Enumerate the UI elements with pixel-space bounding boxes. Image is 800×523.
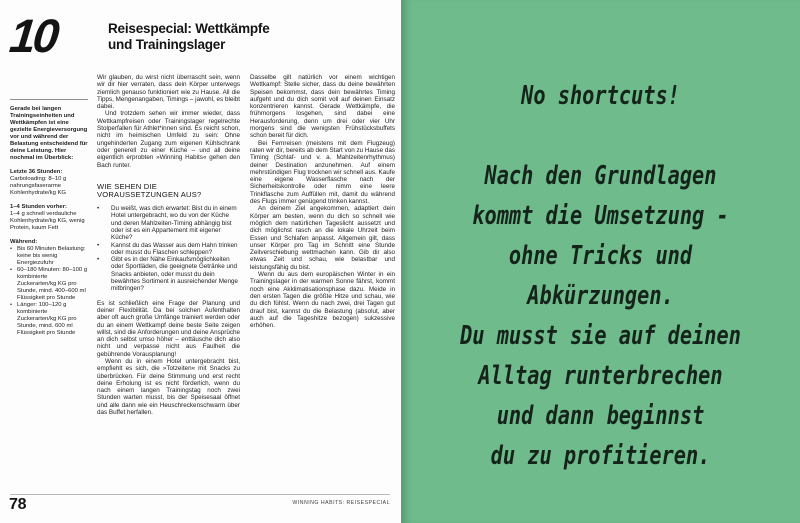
sidebar-bullet: • 60–180 Minuten: 80–100 g kombinierte Zuckerarten/kg KG pro Stunde, mind. 400–600 ml Flüssigkeit pro Stunde <box>10 267 88 302</box>
running-title: WINNING HABITS: REISESPECIAL <box>292 500 390 506</box>
quote-line: Du musst sie auf deinen <box>460 321 741 351</box>
paragraph: An deinem Ziel angekommen, adaptiert dein Körper am besten, wenn du dich so schnell wie möglich dem natürlichen Tageslicht aussetzt und dich möglichst rasch an die lokale Uhrzeit beim Essen und Schlafen anpasst. Allgemein gilt, dass unser Körper pro Tag im Schnitt eine Stunde Zeitverschiebung wettmachen kann. Gib dir also etwas Zeit und schau, wie belastbar und leistungsfähig du bist. <box>250 205 395 271</box>
section-heading-line1: WIE SEHEN DIE <box>97 181 157 191</box>
section-heading <box>97 183 240 200</box>
right-page-green-panel <box>401 0 800 523</box>
sidebar-block1-heading: Letzte 36 Stunden: <box>10 169 63 175</box>
bullet-item: • Gibt es in der Nähe Einkaufsmöglichkeiten oder Sportläden, die geeignete Getränke und Snacks anbieten, oder musst du dein bewährtes Sortiment in ausreichender Menge mitbringen? <box>111 256 240 292</box>
bullet-item: • Kannst du das Wasser aus dem Hahn trinken oder musst du Flaschen schleppen? <box>111 242 240 257</box>
bullet-item: • Du weißt, was dich erwartet: Bist du in einem Hotel untergebracht, wo du von der Küche und deren Mahlzeiten-Timing abhängig bist oder ist es ein Appartement mit eigener Küche? <box>111 205 240 241</box>
page-number: 78 <box>9 496 27 513</box>
sidebar-block1-body: Carboloading: 8–10 g nahrungsfaserarme Kohlenhydrate/kg KG <box>10 176 67 196</box>
quote-line: und dann beginnst <box>496 401 705 431</box>
paragraph: Bei Fernreisen (meistens mit dem Flugzeug) raten wir dir, bereits ab dem Start von zu Hause das Timing (Schlaf- und v. a. Mahlzeitenrhythmus) deiner Destination anzunehmen. Auf einem mehrstündigen Flug trocknen wir schnell aus. Kaufe eine eigene Wasserflasche nach der Sicherheitskontrolle oder nimm eine leere Trinkflasche zum Auffüllen mit, damit du während des Flugs immer genügend trinken kannst. <box>250 139 395 206</box>
sidebar-note <box>10 99 88 337</box>
quote-headline: No shortcuts! <box>521 81 680 111</box>
sidebar-block3-heading: Während: <box>10 239 38 245</box>
body-column-2 <box>250 74 395 329</box>
paragraph: Wenn du aus dem europäischen Winter in ein Trainingslager in der warmen Sonne fährst, kommt noch eine Akklimatisationsphase dazu. Meide in den ersten Tagen die größte Hitze und schau, wie du dich fühlst. Wenn du nach zwei, drei Tagen gut drauf bist, kannst du die Belastung (absolut, aber auch auf die Tageshitze bezogen) sukzessive erhöhen. <box>250 271 395 330</box>
sidebar-block2-heading: 1–4 Stunden vorher: <box>10 204 67 210</box>
quote-line: du zu profitieren. <box>490 441 711 471</box>
quote-line: kommt die Umsetzung - <box>472 201 729 231</box>
quote-line: Alltag runterbrechen <box>478 361 723 391</box>
quote-panel <box>445 76 756 476</box>
paragraph: Es ist schließlich eine Frage der Planung und deiner Flexibilität. Da bei solchen Aufenthalten aber oft auch große Umfänge trainiert werden oder du an einem Wettkampf deine beste Seite zeigen willst, sind die Anforderungen und deine Ansprüche an dich selbst umso höher – enttäusche dich also nicht und verpasse nicht aus Faulheit die gebührende Vorausplanung! <box>97 299 240 358</box>
sidebar-block2-body: 1–4 g schnell verdauliche Kohlenhydrate/kg KG, wenig Protein, kaum Fett <box>10 211 85 231</box>
page-title <box>108 21 270 53</box>
sidebar-bullet: • Länger: 100–120 g kombinierte Zuckerarten/kg KG pro Stunde, mind. 600 ml Flüssigkeit pro Stunde <box>10 302 88 337</box>
sidebar-intro: Gerade bei langen Trainingseinheiten und Wettkämpfen ist eine gezielte Energieversorgung vor und während der Belastung entscheidend für deine Leistung. Hier nochmal im Überblick: <box>10 106 88 161</box>
quote-line: Nach den Grundlagen <box>484 161 717 191</box>
section-heading-line2: VORAUSSETZUNGEN AUS? <box>97 190 202 200</box>
paragraph: Dasselbe gilt natürlich vor einem wichtigen Wettkampf: Stelle sicher, dass du deine bewährten Speisen bekommst, dass dein bewährtes Timing aufgeht und du dich somit voll auf deinen Einsatz konzentrieren kannst. Gerade Wettkämpfe, die frühmorgens losgehen, sind dabei eine Herausforderung, denn um drei oder vier Uhr morgens sind die wenigsten Frühstücksbuffets schon bereit für dich. <box>250 74 395 140</box>
sidebar-bullet: • Bis 60 Minuten Belastung: keine bis wenig Energiezufuhr <box>10 246 88 267</box>
body-column-1 <box>97 74 240 416</box>
chapter-number: 10 <box>7 9 60 62</box>
footer-rule <box>10 494 390 495</box>
paragraph: Wir glauben, du wirst nicht überrascht sein, wenn wir dir hier verraten, dass dein Körper unterwegs ziemlich genauso funktioniert wie zu Hause. All die Tipps, Mengenangaben, Timings – jawohl, es bleibt dabei. <box>97 74 240 111</box>
page-title-line1: Reisespecial: Wettkämpfe <box>108 21 270 36</box>
paragraph: Und trotzdem sehen wir immer wieder, dass Wettkampfreisen oder Trainingslager regelrechte Stolperfallen für Athlet*innen sind. Es reicht schon, nicht im heimischen Umfeld zu sein: Ohne ungehinderten Zugang zum eigenen Kühlschrank oder generell zu einer Küche – und all deine eigentlich erprobten »Winning Habits« gehen den Bach runter. <box>97 110 240 169</box>
quote-line: ohne Tricks und Abkürzungen. <box>508 241 693 311</box>
page-title-line2: und Trainingslager <box>108 37 226 52</box>
bullet-list <box>97 205 240 293</box>
paragraph: Wenn du in einem Hotel untergebracht bist, empfiehlt es sich, die »Totzeiten« mit Snacks zu überbrücken. Für deine Stimmung und erst recht deine Erholung ist es nicht förderlich, wenn du nach einem langen Trainingstag noch zwei Stunden warten musst, bis der Speisesaal öffnet und alle dann wie ein Heuschreckenschwarm über das Buffet herfallen. <box>97 357 240 417</box>
